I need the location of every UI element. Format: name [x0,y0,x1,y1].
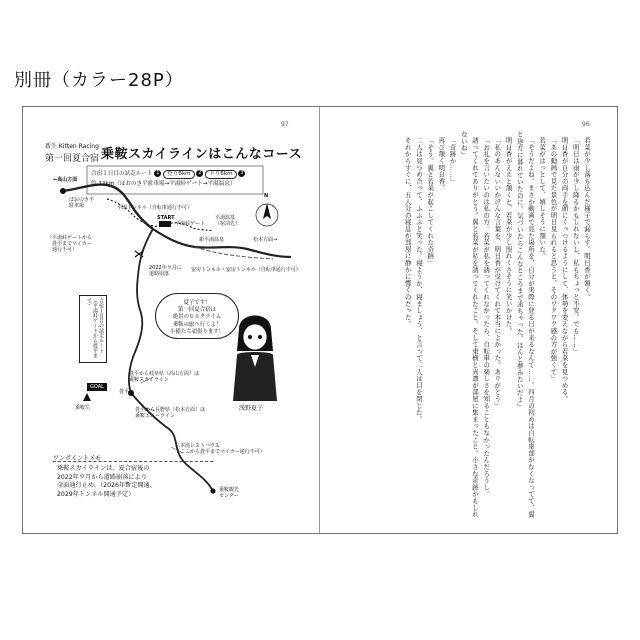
paragraph: 「そう。翼と若菜が起こしてくれた奇跡」 [426,137,435,267]
label-onsen: 平湯温泉 （宿泊先） [215,215,241,227]
memo-text: 乗鞍スカイラインは、夏合宿後の 2022年９月から道路崩落により 全面通行止め。（2026年暫定開通、 2029年トンネル開通予定） [57,465,157,498]
label-abo-tunnel: 安房トンネル・安房トンネル（自転車通行不可） [191,267,301,273]
right-page [320,107,617,533]
point-hoonoki [60,188,66,194]
label-kanko: 乗鞍観光 センター [219,487,240,499]
left-page [23,107,320,533]
downhill-badge: 下り6km [205,170,236,179]
character-illustration [229,305,281,403]
speech-text: 夏子です！ 第一回夏合宿は 絶景のヒルクライム 乗鞍の旅へ行くよ！ 小猫たち頑張ります！ [170,300,224,335]
paragraph: 若菜がはっとして、嬉しそうに頷いた。 [538,137,547,260]
label-echo-line: 畳平から長野県（松本方面）は 乗鞍エコーライン [135,407,206,419]
label-tatamidaira: 畳平 [119,389,130,395]
point-kanko [210,488,215,493]
norikura-peak [83,393,91,401]
label-takayama: ←高山方面 [53,177,78,183]
course-line-1 [91,169,261,179]
page-heading: 乗鞍スカイラインはこんなコース [101,147,303,162]
label-start: START [157,215,175,221]
paragraph: 明日香がええと頷くと、若菜が少し照れくさそうに笑いかけた。 [504,137,513,335]
label-gate-note: （平湯峠ゲートから 畳平までマイカー 通行不可） [47,235,93,253]
label-hoonoki: ほおのき平 駐車場 [69,197,95,209]
norikura-skyline-road [129,229,153,393]
paragraph: 「明日は雨が少し降るかもしれないし、私もちょっと不安。でも……」 [571,137,580,355]
memo-divider [53,461,213,462]
label-gate: 平湯峠ゲート [175,221,206,227]
novel-text [340,131,592,521]
compass-needle [263,203,271,219]
page-number-right: 96 [582,121,590,128]
paragraph: 誘ってくれてありがとう。翼と若菜が私を誘ってくれたこと。そして東横と真凛が部屋に集まったこと。小さな奇跡かもしれないね」 [459,131,479,519]
volume-label: 別冊（カラー28P） [14,70,184,91]
label-norikura-dake: 乗鞍岳 [75,405,91,411]
label-closure: 2022年９月に 道路崩落 [149,265,182,277]
uphill-badge: 登り6km [163,170,194,179]
label-sanbonmatsu: 三本滝レストハウス （ここから畳平までマイカー通行不可） [175,443,265,455]
paragraph: 明日香が自分の両手を顔にくっつけるようにして、体勢を変えながら若菜を見つめる。 [560,137,569,403]
paragraph: 「お礼を言いたいのは私の方。若菜が私を誘ってくれなかったら、自転車の楽しさを知ることもなかったんだろうし。 [482,137,491,498]
course-line-1-prefix: 合宿１日目の試走ルート [91,171,153,177]
marker-3-icon: 3 [240,170,244,176]
road-matsumoto [153,229,291,257]
label-matsumoto-top: 松本方面→ [253,237,278,243]
start-flag [159,221,171,227]
paragraph: 再び頷く明日香。 [437,137,446,192]
paragraph: 「そうだよね。まさか動画で見た場所を、自分が実際に登る日が来るなんて……。四月の初めは自転車部がなくなってて、翼と途方に暮れていたのに。気づいたらこんなところまで来ちゃった。ほんと夢みたいだよ」 [515,131,535,519]
character-name: 浅野夏子 [239,405,264,412]
label-shin-hirayu: 新平湯温泉 [199,237,225,243]
marker-2-icon: 2 [198,170,202,176]
course-line-2: 約 12km（ほおのき平駐車場→平湯峠ゲート→平湯温泉） [91,181,236,187]
paragraph: 「奇跡か……」 [448,137,457,185]
book-spread [22,106,618,534]
speech-bubble [155,293,239,339]
route-note-box: 合宿１日目の試走ルート（平湯峠ゲートから畳平まで） [79,295,107,363]
label-norikura-skyline: 畳平から岐阜県（高山方面）は 乗鞍スカイライン [129,371,200,383]
goal-marker: GOAL [87,383,107,391]
compass-north-label: N [264,193,269,199]
page-number-left: 97 [281,121,289,128]
memo-title: ワンポイントメモ [53,455,101,462]
label-tunnel: 平湯トンネル（自転車通行不可） [117,205,192,211]
paragraph: それからすぐに、五人分の寝息が部屋に静かに響くのだった。 [403,137,412,328]
course-info [91,169,261,189]
paragraph: 「私のあんないいかげんな言葉を、明日香が受けてくれて本当によかった。ありがとう」 [493,137,502,410]
marker-1-icon: 1 [156,170,160,176]
paragraph: 二人は見つめ合って、ふふふと笑った。寝ようか、寝ましょう、と言って二人は目を閉じた。 [414,137,423,423]
paragraph: 若菜が少し落ち込んだ様子で漏らす。明日香が頷く。 [583,137,591,301]
series-name: 新生 Kitten Racing [45,143,99,150]
paragraph: 「あの動画で見た景色が明日見られると思うと、そのワクワク感の方が強くて」 [549,137,558,383]
camp-title: 第一回夏合宿 [45,154,100,164]
